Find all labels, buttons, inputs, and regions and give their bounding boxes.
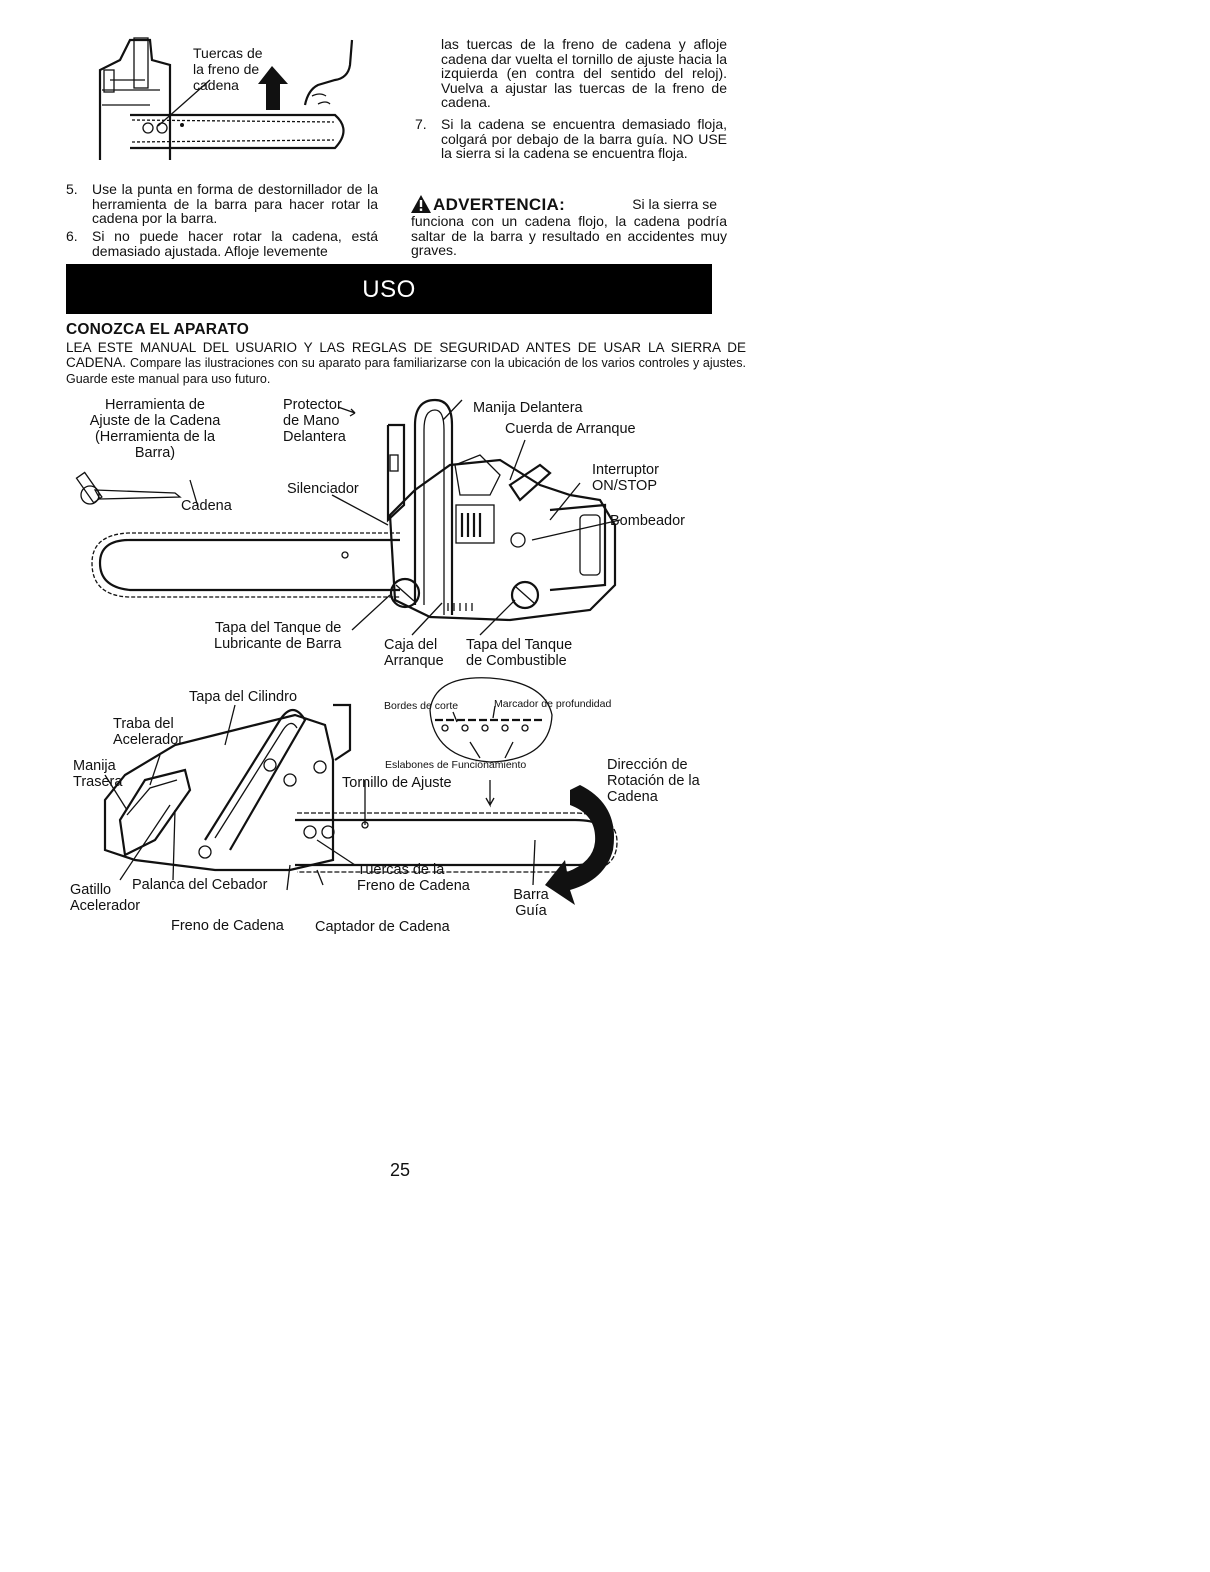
warning-text: funciona con un cadena flojo, la cadena podría saltar de la barra y resultado en accidentes muy graves. [411,213,727,259]
label-caja-arranque: Caja del Arranque [384,637,444,669]
step-7 [415,117,727,161]
label-freno: Freno de Cadena [171,918,284,934]
label-cuerda: Cuerda de Arranque [505,421,636,437]
label-barra-guia: Barra Guía [513,887,549,919]
step-6 [66,229,378,258]
warning-label: ADVERTENCIA: [433,195,566,214]
label-silenciador: Silenciador [287,481,359,497]
label-gatillo: Gatillo Acelerador [70,882,141,914]
label-interruptor: Interruptor ON/STOP [592,462,659,494]
label-protector: Protector de Mano Delantera [283,397,346,445]
page-number: 25 [390,1160,411,1180]
warning-block [411,194,727,258]
step-6-number: 6. [66,228,78,244]
bar-tool-icon [76,472,180,504]
label-eslabones: Eslabones de Funcionamiento [385,759,527,771]
label-tuercas-freno: Tuercas de la Freno de Cadena [357,862,470,894]
continuation-text: las tuercas de la freno de cadena y afloje cadena dar vuelta el tornillo de ajuste hacia la izquierda (en contra del sentido del reloj). Vuelva a ajustar las tuercas de la freno de cadena. [441,36,727,111]
section-heading: CONOZCA EL APARATO [66,321,250,338]
section-banner [66,264,712,314]
label-direccion: Dirección de Rotación de la Cadena [607,757,700,805]
label-captador: Captador de Cadena [315,919,450,935]
label-manija-delantera: Manija Delantera [473,400,583,416]
label-traba: Traba del Acelerador [113,716,184,748]
step-5-number: 5. [66,181,78,197]
step-6-text: Si no puede hacer rotar la cadena, está demasiado ajustada. Afloje levemente [92,228,378,259]
label-bordes-corte: Bordes de corte [384,700,459,712]
label-tapa-combustible: Tapa del Tanque de Combustible [466,637,573,669]
step-7-text: Si la cadena se encuentra demasiado floja, colgará por debajo de la barra guía. NO USE la sierra si la cadena se encuentra floja. [441,116,727,162]
label-palanca: Palanca del Cebador [132,877,268,893]
warning-text-lead: Si la sierra se [632,196,717,212]
label-bombeador: Bombeador [610,513,685,529]
label-manija-trasera: Manija Trasera [73,758,123,790]
step-7-number: 7. [415,116,427,132]
step-5 [66,182,378,226]
label-cadena-1: Cadena [181,498,232,514]
intro-caps: LEA ESTE MANUAL DEL USUARIO Y LAS REGLAS DE SEGURIDAD ANTES DE USAR LA SIERRA DE CADENA. [66,340,746,370]
label-tornillo: Tornillo de Ajuste [342,775,452,791]
label-marcador: Marcador de profundidad [494,698,612,710]
section-banner-title: USO [362,276,416,303]
section-intro [66,340,746,387]
intro-rest: Compare las ilustraciones con su aparato para familiarizarse con la ubicación de los varios controles y ajustes. Guarde este manual para uso futuro. [66,356,746,386]
step-5-text: Use la punta en forma de destornillador de la herramienta de la barra para hacer rotar la cadena por la barra. [92,181,378,227]
label-tapa-lubricante: Tapa del Tanque de Lubricante de Barra [214,620,342,652]
chain-brake-nuts-label: Tuercas de la freno de cadena [193,45,263,93]
label-tapa-cilindro: Tapa del Cilindro [189,689,298,705]
chain-detail-icon [430,678,552,762]
warning-triangle-icon [411,195,431,213]
label-herramienta: Herramienta de Ajuste de la Cadena (Herramienta de la Barra) [89,397,221,461]
